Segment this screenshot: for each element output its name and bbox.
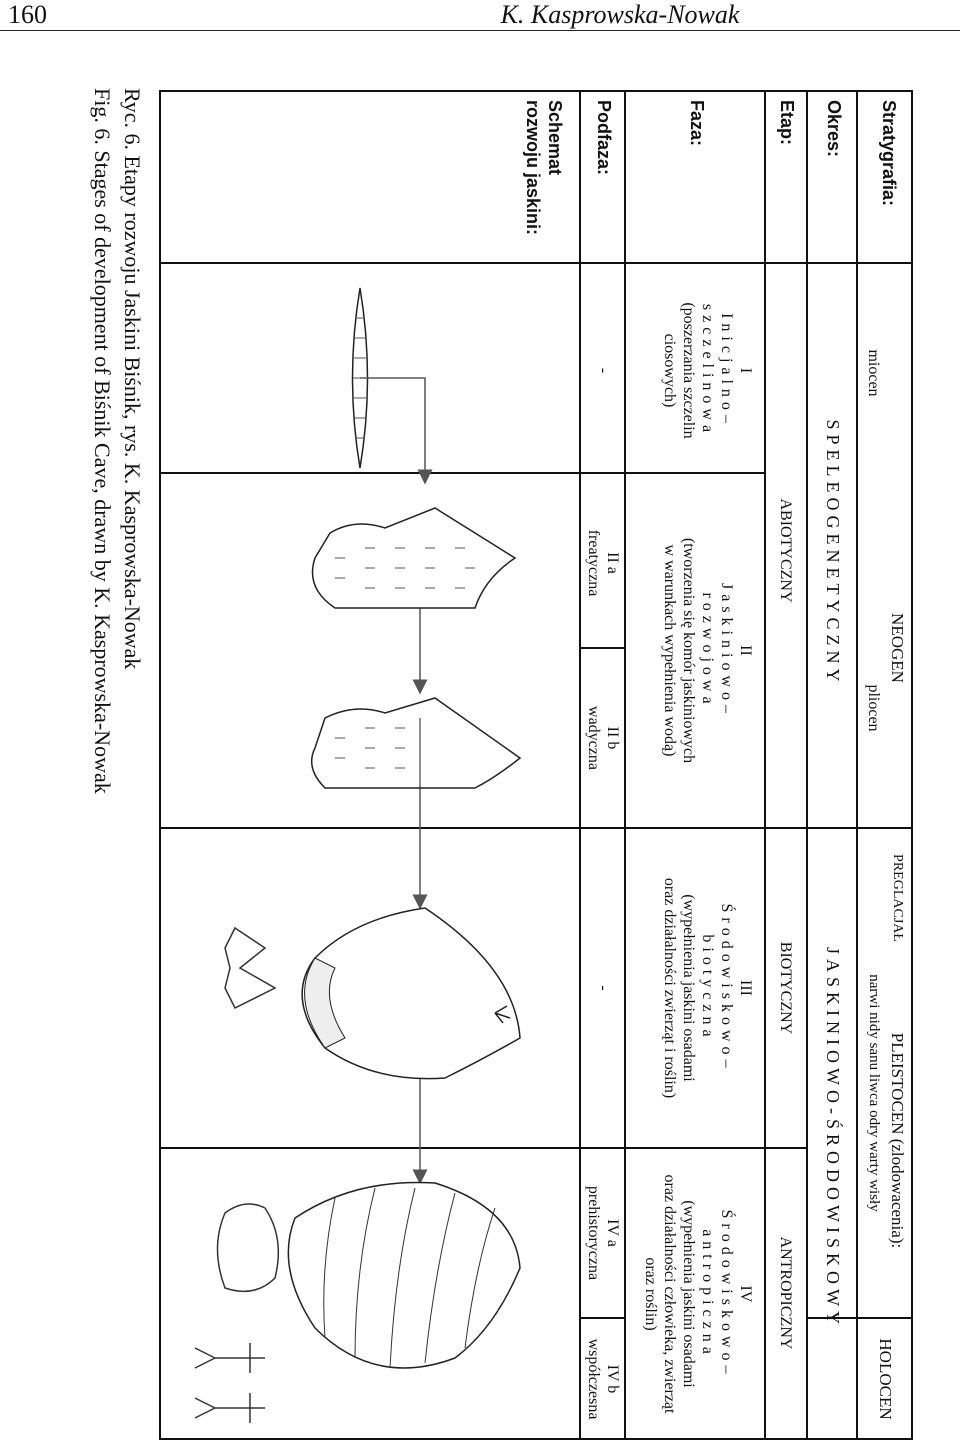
strat-pliocen: pliocen bbox=[865, 684, 882, 732]
faza-iii-name2: biotyczna bbox=[699, 934, 716, 1042]
faza-iv-num: IV bbox=[737, 1285, 754, 1303]
podfaza-iva-name: prehistoryczna bbox=[585, 1185, 602, 1281]
etap-biotyczny: BIOTYCZNY bbox=[777, 941, 794, 1035]
faza-iii-name1: Środowiskowo– bbox=[718, 903, 735, 1073]
figure-rotated-page bbox=[90, 88, 915, 1443]
schema-bat-icon bbox=[225, 928, 275, 1008]
etap-abiotyczny: ABIOTYCZNY bbox=[777, 498, 794, 603]
faza-i-num: I bbox=[737, 367, 754, 374]
etap-antropiczny: ANTROPICZNY bbox=[777, 1236, 794, 1350]
schema-biotic-cave bbox=[302, 908, 520, 1079]
strat-plejstocen: PLEISTOCEN (zlodowacenia): bbox=[888, 1032, 907, 1249]
faza-ii-num: II bbox=[737, 645, 754, 656]
faza-iii-desc1: (wypełnienia jaskini osadami bbox=[680, 894, 697, 1082]
strat-preglacial: PREGLACJAŁ bbox=[890, 854, 905, 942]
label-etap: Etap: bbox=[777, 100, 797, 145]
podfaza-iia-name: freatyczna bbox=[585, 529, 602, 597]
okres-jaskiniowo: JASKINIOWO-ŚRODOWISKOWY bbox=[823, 947, 843, 1329]
podfaza-iia-num: II a bbox=[604, 552, 621, 574]
label-stratygrafia: Stratygrafia: bbox=[879, 100, 899, 207]
label-podfaza: Podfaza: bbox=[594, 100, 614, 176]
faza-ii-desc1: (tworzenia się komór jaskiniowych bbox=[680, 537, 697, 764]
schema-arrow-1 bbox=[360, 378, 425, 483]
podfaza-iii: - bbox=[595, 985, 612, 991]
schema-vadose-chamber bbox=[312, 698, 520, 788]
faza-i-name1: Inicjalno– bbox=[718, 313, 735, 428]
podfaza-ivb-name: współczesna bbox=[585, 1338, 602, 1420]
faza-i-name2: szczelinowa bbox=[699, 303, 716, 438]
faza-ii-name2: rozwojowa bbox=[699, 592, 716, 709]
schema-human-icon-2 bbox=[195, 1393, 265, 1423]
strat-neogen: NEOGEN bbox=[888, 613, 907, 683]
caption-english: Fig. 6. Stages of development of Biśnik Cave, drawn by K. Kasprowska-Nowak bbox=[90, 88, 115, 794]
schema-human-icon-1 bbox=[195, 1343, 265, 1373]
label-faza: Faza: bbox=[687, 100, 707, 147]
header-rule bbox=[0, 30, 960, 31]
label-schemat-1: Schemat bbox=[545, 100, 565, 176]
faza-iv-desc2: oraz działalności człowieka, zwierząt bbox=[661, 1174, 678, 1414]
running-head-author: K. Kasprowska-Nowak bbox=[500, 0, 740, 29]
faza-ii-name1: Jaskiniowo– bbox=[718, 583, 735, 718]
faza-iv-desc3: oraz roślin) bbox=[642, 1257, 659, 1331]
cave-development-schema bbox=[155, 88, 915, 1443]
label-okres: Okres: bbox=[824, 100, 844, 158]
faza-i-desc1: (poszerzania szczelin bbox=[680, 302, 697, 439]
strat-glaciations: narwi nidy sanu liwca odry warty wisły bbox=[866, 974, 882, 1212]
strat-holocen: HOLOCEN bbox=[876, 1338, 895, 1420]
faza-iv-name2: antropiczna bbox=[699, 1229, 716, 1359]
faza-ii-desc2: w warunkach wypełnienia wodą) bbox=[661, 544, 678, 757]
caption-polish: Ryc. 6. Etapy rozwoju Jaskini Biśnik, rys. K. Kasprowska-Nowak bbox=[120, 88, 145, 670]
podfaza-iib-num: II b bbox=[604, 726, 621, 750]
label-schemat-2: rozwoju jaskini: bbox=[523, 100, 543, 236]
page-number: 160 bbox=[8, 0, 47, 29]
podfaza-ivb-num: IV b bbox=[604, 1364, 621, 1394]
okres-speleogenetyczny: SPELEOGENETYCZNY bbox=[823, 419, 843, 687]
podfaza-iib-name: wadyczna bbox=[585, 706, 602, 770]
schema-anthropic-cave bbox=[288, 1182, 520, 1368]
faza-iii-num: III bbox=[737, 980, 754, 996]
faza-iv-desc1: (wypełnienia jaskini osadami bbox=[680, 1200, 697, 1388]
faza-iii-desc2: oraz działalności zwierząt i roślin) bbox=[661, 877, 678, 1099]
faza-i-desc2: ciosowych) bbox=[661, 333, 678, 408]
schema-bear-icon bbox=[218, 1204, 279, 1291]
podfaza-iva-num: IV a bbox=[604, 1219, 621, 1247]
faza-iv-name1: Środowiskowo– bbox=[718, 1209, 735, 1379]
strat-miocen: miocen bbox=[865, 349, 882, 397]
podfaza-i: - bbox=[595, 367, 612, 374]
